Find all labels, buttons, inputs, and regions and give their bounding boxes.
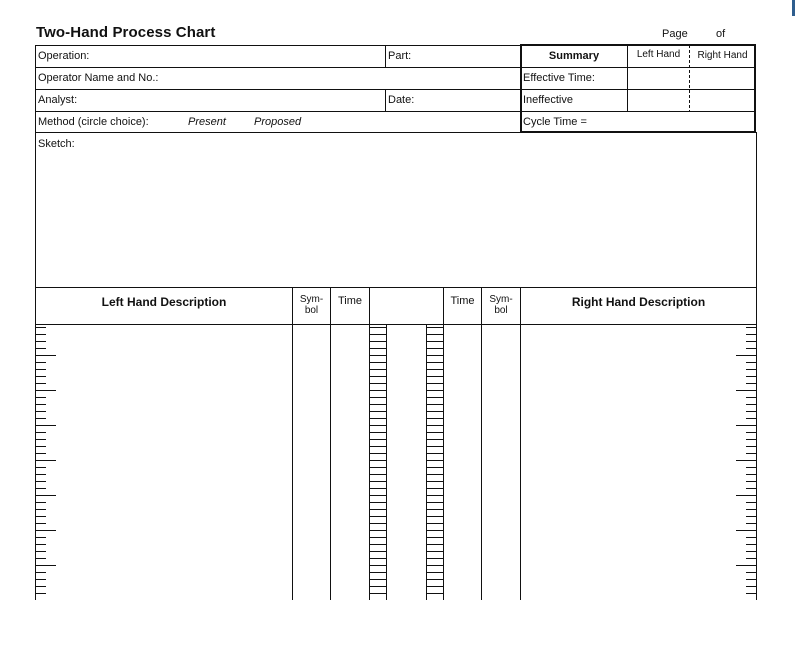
summary-left-hand-header: Left Hand bbox=[636, 49, 681, 60]
right-symbol-header-line1: Sym- bbox=[489, 294, 513, 305]
date-label: Date: bbox=[388, 94, 415, 106]
left-symbol-header bbox=[293, 294, 330, 316]
sketch-label: Sketch: bbox=[38, 138, 75, 150]
method-present-option: Present bbox=[188, 116, 226, 128]
right-time-header: Time bbox=[450, 295, 475, 307]
right-symbol-header-line2: bol bbox=[494, 305, 508, 316]
page-number-label: Page bbox=[662, 28, 688, 40]
summary-effective-time: Effective Time: bbox=[523, 72, 595, 84]
part-label: Part: bbox=[388, 50, 412, 62]
right-hand-description-header: Right Hand Description bbox=[571, 295, 706, 309]
left-hand-description-header: Left Hand Description bbox=[101, 295, 227, 309]
left-symbol-header-line2: bol bbox=[304, 305, 319, 316]
summary-title: Summary bbox=[548, 50, 600, 62]
left-time-header: Time bbox=[337, 295, 363, 307]
right-symbol-header bbox=[482, 294, 520, 316]
summary-ineffective: Ineffective bbox=[523, 94, 573, 106]
analyst-label: Analyst: bbox=[38, 94, 78, 106]
operator-label: Operator Name and No.: bbox=[38, 72, 159, 84]
page-of-label: of bbox=[716, 28, 726, 40]
page-title: Two-Hand Process Chart bbox=[36, 24, 216, 41]
method-proposed-option: Proposed bbox=[254, 116, 302, 128]
operation-label: Operation: bbox=[38, 50, 90, 62]
left-symbol-header-line1: Sym- bbox=[299, 294, 324, 305]
summary-right-hand-header: Right Hand bbox=[697, 50, 748, 61]
method-label: Method (circle choice): bbox=[38, 116, 149, 128]
summary-cycle-time: Cycle Time = bbox=[523, 116, 587, 128]
